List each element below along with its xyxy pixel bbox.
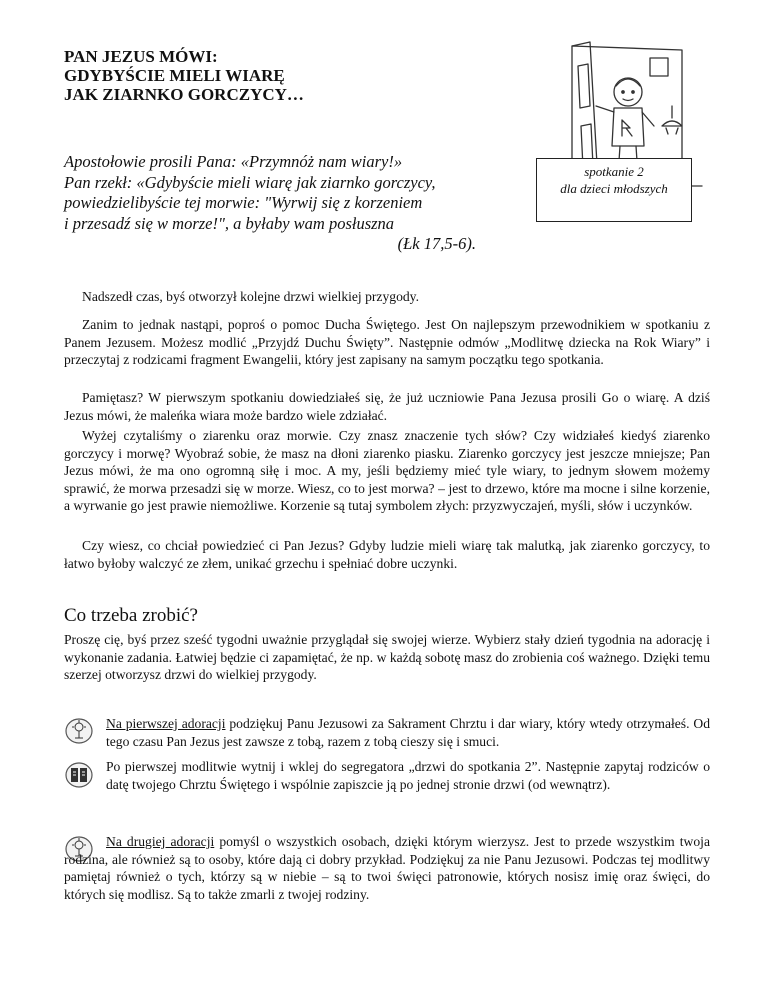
quote-line-2: Pan rzekł: «Gdybyście mieli wiarę jak ziarnko gorczycy,: [64, 172, 436, 192]
title-line-3: JAK ZIARNKO GORCZYCY…: [64, 85, 304, 104]
quote-reference: (Łk 17,5-6).: [397, 234, 476, 253]
task-1-heading: Na pierwszej adoracji: [106, 716, 226, 731]
caption-line-2: dla dzieci młodszych: [560, 181, 668, 196]
task-3-heading: Na drugiej adoracji: [106, 834, 215, 849]
task-3: Na drugiej adoracji pomyśl o wszystkich osobach, dzięki którym wierzysz. Jest to przede wszystkim twoja rodzina, ale również są to osoby, które dają ci dobry przykład. Podziękuj za nie Panu Jezusowi. Podczas tej modlitwy pamiętaj również o tych, którzy są w niebie – są to twoi święci patronowie, których nosisz imię oraz święci, do których się modlisz. Są to także zmarli z twojej rodziny.: [64, 834, 710, 902]
paragraph-2: Zanim to jednak nastąpi, poproś o pomoc Ducha Świętego. Jest On najlepszym przewodnikiem w spotkaniu z Panem Jezusem. Możesz modlić „Przyjdź Duchu Święty”. Następnie odmów „Modlitwę dziecka na Rok Wiary” i przeczytaj z rodzicami fragment Ewangelii, który jest zapisany na samym początku tego spotkania.: [64, 317, 710, 368]
scripture-quote: [64, 152, 504, 255]
quote-line-1: Apostołowie prosili Pana: «Przymnóż nam wiary!»: [64, 152, 403, 171]
task-2: Po pierwszej modlitwie wytnij i wklej do segregatora „drzwi do spotkania 2”. Następnie zapytaj rodziców o datę twojego Chrztu Świętego i wspólnie zapiszcie ją po jednej stronie drzwi (od wewnątrz).: [106, 759, 710, 792]
section-intro: Proszę cię, byś przez sześć tygodni uważnie przyglądał się swojej wierze. Wybierz stały dzień tygodnia na adorację i wykonanie zadania. Łatwiej będzie ci zapamiętać, że np. w każdą sobotę masz do zrobienia coś ważnego. Dzięki temu szerzej otworzysz drzwi do wielkiej przygody.: [64, 632, 710, 683]
paragraph-3: Pamiętasz? W pierwszym spotkaniu dowiedziałeś się, że już uczniowie Pana Jezusa prosili Go o wiarę. A dziś Jezus mówi, że maleńka wiara może bardzo wiele zdziałać.: [64, 390, 710, 423]
title-line-2: GDYBYŚCIE MIELI WIARĘ: [64, 66, 285, 85]
paragraph-4: Wyżej czytaliśmy o ziarenku oraz morwie. Czy znasz znaczenie tych słów? Czy widziałeś kiedyś ziarenko gorczycy i morwę? Wyobraź sobie, że masz na dłoni ziarenko piasku. Ziarenko gorczycy jest jeszcze mniejsze; Pan Jezus mówi, że ma ono ogromną siłę i moc. A my, jeśli będziemy mieć tyle wiary, to jednym słowem możemy sprawić, że morwa przesadzi się w morze. Wiesz, co to jest morwa? – jest to drzewo, które ma mocne i silne korzenie, a wyrwanie go jest prawie niemożliwe. Korzenie są tutaj symbolem złych: przyzwyczajeń, myśli, słów i uczynków.: [64, 428, 710, 514]
quote-line-4: i przesadź się w morze!", a byłaby wam posłuszna: [64, 213, 395, 233]
caption-line-1: spotkanie 2: [584, 164, 644, 179]
paragraph-1: Nadszedł czas, byś otworzył kolejne drzwi wielkiej przygody.: [82, 289, 419, 304]
page-title: [64, 47, 464, 104]
section-heading: Co trzeba zrobić?: [64, 605, 198, 626]
task-1: Na pierwszej adoracji podziękuj Panu Jezusowi za Sakrament Chrztu i dar wiary, który wtedy otrzymałeś. Od tego czasu Pan Jezus jest zawsze z tobą, razem z tobą cieszy się i smuci.: [106, 716, 710, 749]
paragraph-5: Czy wiesz, co chciał powiedzieć ci Pan Jezus? Gdyby ludzie mieli wiarę tak malutką, jak ziarenko gorczycy, to łatwo byłoby walczyć ze złem, unikać grzechu i spełniać dobre uczynki.: [64, 538, 710, 571]
title-line-1: PAN JEZUS MÓWI:: [64, 47, 218, 66]
quote-line-3: powiedzielibyście tej morwie: "Wyrwij się z korzeniem: [64, 193, 423, 212]
illustration-caption: [536, 163, 692, 197]
